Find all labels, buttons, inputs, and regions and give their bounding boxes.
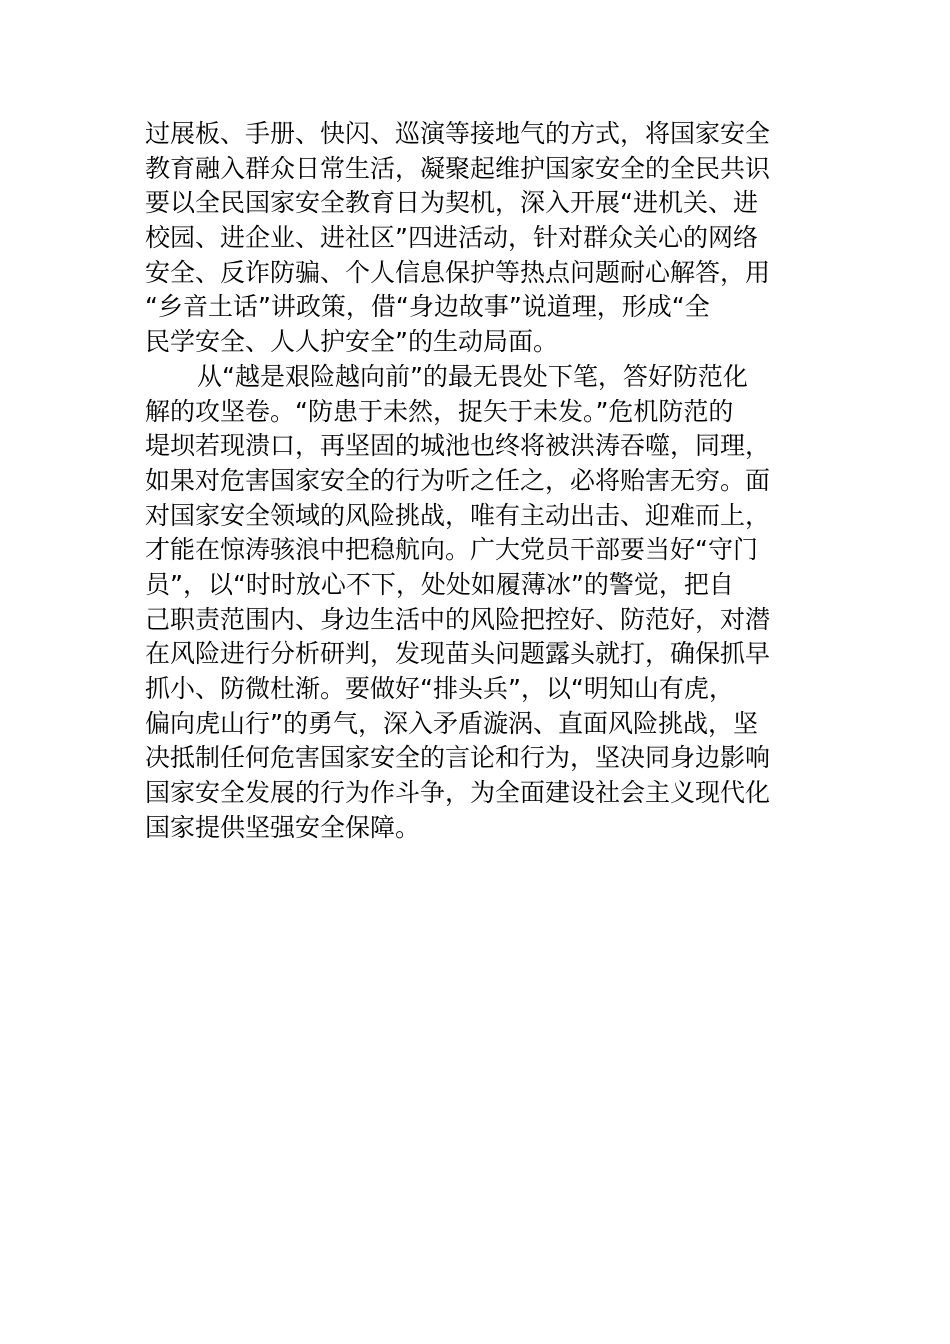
text-line: 抓小、防微杜渐。要做好“排头兵”，以“明知山有虎， (145, 674, 734, 703)
text-line: 偏向虎山行”的勇气，深入矛盾漩涡、直面风险挑战，坚 (145, 708, 758, 738)
text-line: 安全、反诈防骗、个人信息保护等热点问题耐心解答，用 (145, 257, 771, 287)
text-line: 员”，以“时时放心不下，处处如履薄冰”的警觉，把自 (145, 569, 734, 599)
text-line: 国家提供坚强安全保障。 (145, 812, 421, 842)
text-line: 过展板、手册、快闪、巡演等接地气的方式，将国家安全 (145, 119, 771, 148)
text-line: 在风险进行分析研判，发现苗头问题露头就打，确保抓早 (145, 639, 771, 669)
paragraph-1 (145, 117, 815, 360)
text-line: 解的攻坚卷。“防患于未然，捉矢于未发。”危机防范的 (145, 396, 734, 426)
text-line: 才能在惊涛骇浪中把稳航向。广大党员干部要当好“守门 (145, 535, 758, 565)
text-line: 从“越是艰险越向前”的最无畏处下笔，答好防范化 (197, 361, 748, 391)
text-line: 国家安全发展的行为作斗争，为全面建设社会主义现代化 (145, 778, 771, 808)
text-line: 如果对危害国家安全的行为听之任之，必将贻害无穷。面 (145, 465, 771, 495)
text-line: 教育融入群众日常生活，凝聚起维护国家安全的全民共识 (145, 153, 771, 183)
text-line: 己职责范围内、身边生活中的风险把控好、防范好，对潜 (145, 604, 771, 634)
paragraph-2 (145, 360, 815, 846)
text-line: 决抵制任何危害国家安全的言论和行为，坚决同身边影响 (145, 743, 771, 773)
text-line: “乡音土话”讲政策，借“身边故事”说道理，形成“全 (145, 292, 710, 322)
text-line: 对国家安全领域的风险挑战，唯有主动出击、迎难而上， (145, 500, 771, 530)
text-line: 堤坝若现溃口，再坚固的城池也终将被洪涛吞噬，同理， (145, 431, 771, 461)
text-line: 校园、进企业、进社区”四进活动，针对群众关心的网络 (145, 223, 758, 253)
text-line: 要以全民国家安全教育日为契机，深入开展“进机关、进 (145, 188, 758, 218)
text-line: 民学安全、人人护安全”的生动局面。 (145, 327, 558, 357)
document-body (145, 117, 815, 845)
